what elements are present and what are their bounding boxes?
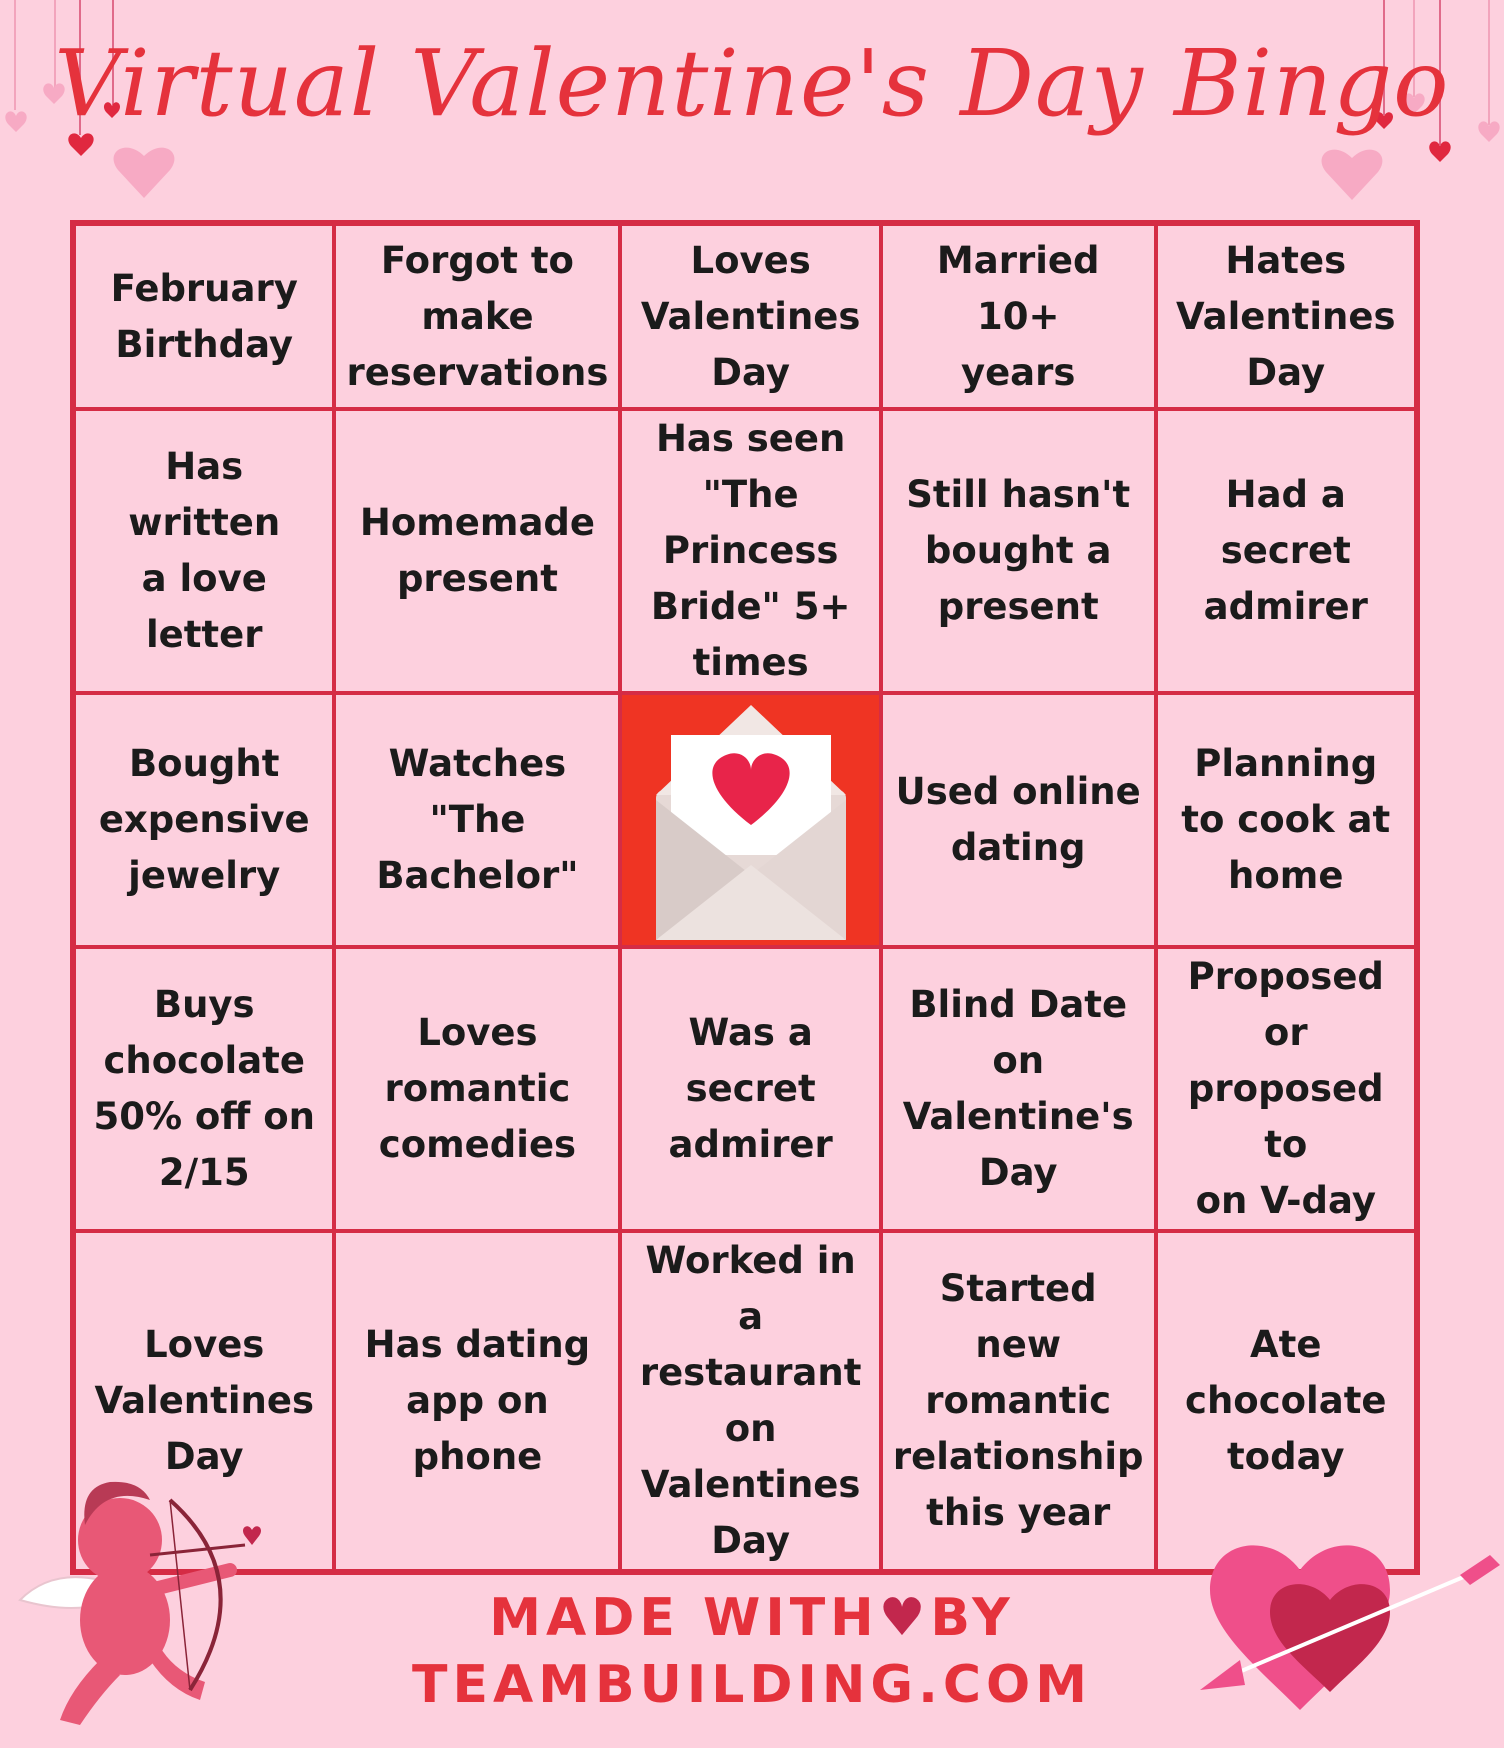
- bingo-cell[interactable]: [332, 222, 622, 411]
- bingo-cell[interactable]: [72, 407, 336, 695]
- bingo-cell-label: Planning to cook at home: [1181, 742, 1391, 897]
- footer-by-text: BY: [930, 1588, 1015, 1648]
- footer-made-with: [0, 1588, 1504, 1648]
- bingo-cell[interactable]: [72, 945, 336, 1233]
- bingo-cell-label: Started new romantic relationship this year: [892, 1267, 1144, 1534]
- bingo-cell-free[interactable]: [618, 691, 882, 949]
- bingo-cell[interactable]: [618, 222, 882, 411]
- footer-made-with-text: MADE WITH: [489, 1588, 879, 1648]
- bingo-cell[interactable]: [618, 945, 882, 1233]
- bingo-cell[interactable]: [879, 691, 1158, 949]
- bingo-cell-label: Worked in a restaurant on Valentines Day: [639, 1239, 862, 1562]
- bingo-cell-label: Blind Date on Valentine's Day: [902, 983, 1134, 1194]
- bingo-cell[interactable]: [879, 407, 1158, 695]
- bingo-cell-label: Buys chocolate 50% off on 2/15: [93, 983, 315, 1194]
- heart-icon: ♥: [878, 1588, 931, 1648]
- bingo-cell-label: Loves romantic comedies: [378, 1011, 577, 1166]
- bingo-cell[interactable]: [332, 1229, 622, 1573]
- bingo-cell-label: Was a secret admirer: [668, 1011, 833, 1166]
- bingo-cell-label: Loves Valentines Day: [640, 238, 861, 394]
- bingo-cell-label: Has seen "The Princess Bride" 5+ times: [650, 417, 851, 684]
- bingo-cell-label: Proposed or proposed to on V-day: [1187, 955, 1384, 1222]
- page-title: Virtual Valentine's Day Bingo: [54, 30, 1450, 137]
- bingo-cell-label: Still hasn't bought a present: [906, 473, 1131, 628]
- bingo-cell-label: Has written a love letter: [128, 445, 281, 656]
- envelope-heart-icon: [636, 695, 866, 945]
- bingo-cell-label: Used online dating: [895, 770, 1141, 869]
- bingo-cell[interactable]: [332, 945, 622, 1233]
- footer-site[interactable]: TEAMBUILDING.COM: [412, 1655, 1092, 1715]
- bingo-cell[interactable]: [879, 222, 1158, 411]
- bingo-cell-label: Watches "The Bachelor": [376, 742, 579, 897]
- bingo-grid: [70, 220, 1420, 1575]
- bingo-cell[interactable]: [1154, 222, 1418, 411]
- bingo-cell[interactable]: [72, 691, 336, 949]
- bingo-cell[interactable]: [879, 1229, 1158, 1573]
- bingo-cell-label: Has dating app on phone: [364, 1323, 591, 1478]
- bingo-cell[interactable]: [879, 945, 1158, 1233]
- bingo-cell-label: Married 10+ years: [936, 238, 1100, 394]
- bingo-cell-label: February Birthday: [110, 266, 298, 366]
- bingo-cell-label: Ate chocolate today: [1185, 1323, 1387, 1478]
- bingo-cell[interactable]: [72, 222, 336, 411]
- bingo-cell-label: Homemade present: [359, 501, 595, 600]
- bingo-cell[interactable]: [332, 691, 622, 949]
- bingo-cell[interactable]: [1154, 691, 1418, 949]
- bingo-cell-label: Had a secret admirer: [1203, 473, 1368, 628]
- bingo-cell-label: Bought expensive jewelry: [98, 742, 310, 897]
- bingo-cell[interactable]: [332, 407, 622, 695]
- bingo-cell[interactable]: [618, 1229, 882, 1573]
- bingo-cell[interactable]: [1154, 1229, 1418, 1573]
- bingo-cell[interactable]: [1154, 945, 1418, 1233]
- bingo-cell[interactable]: [618, 407, 882, 695]
- bingo-cell-label: Forgot to make reservations: [346, 238, 609, 394]
- bingo-cell[interactable]: [1154, 407, 1418, 695]
- bingo-cell-label: Hates Valentines Day: [1175, 238, 1396, 394]
- bingo-cell-label: Loves Valentines Day: [94, 1323, 314, 1478]
